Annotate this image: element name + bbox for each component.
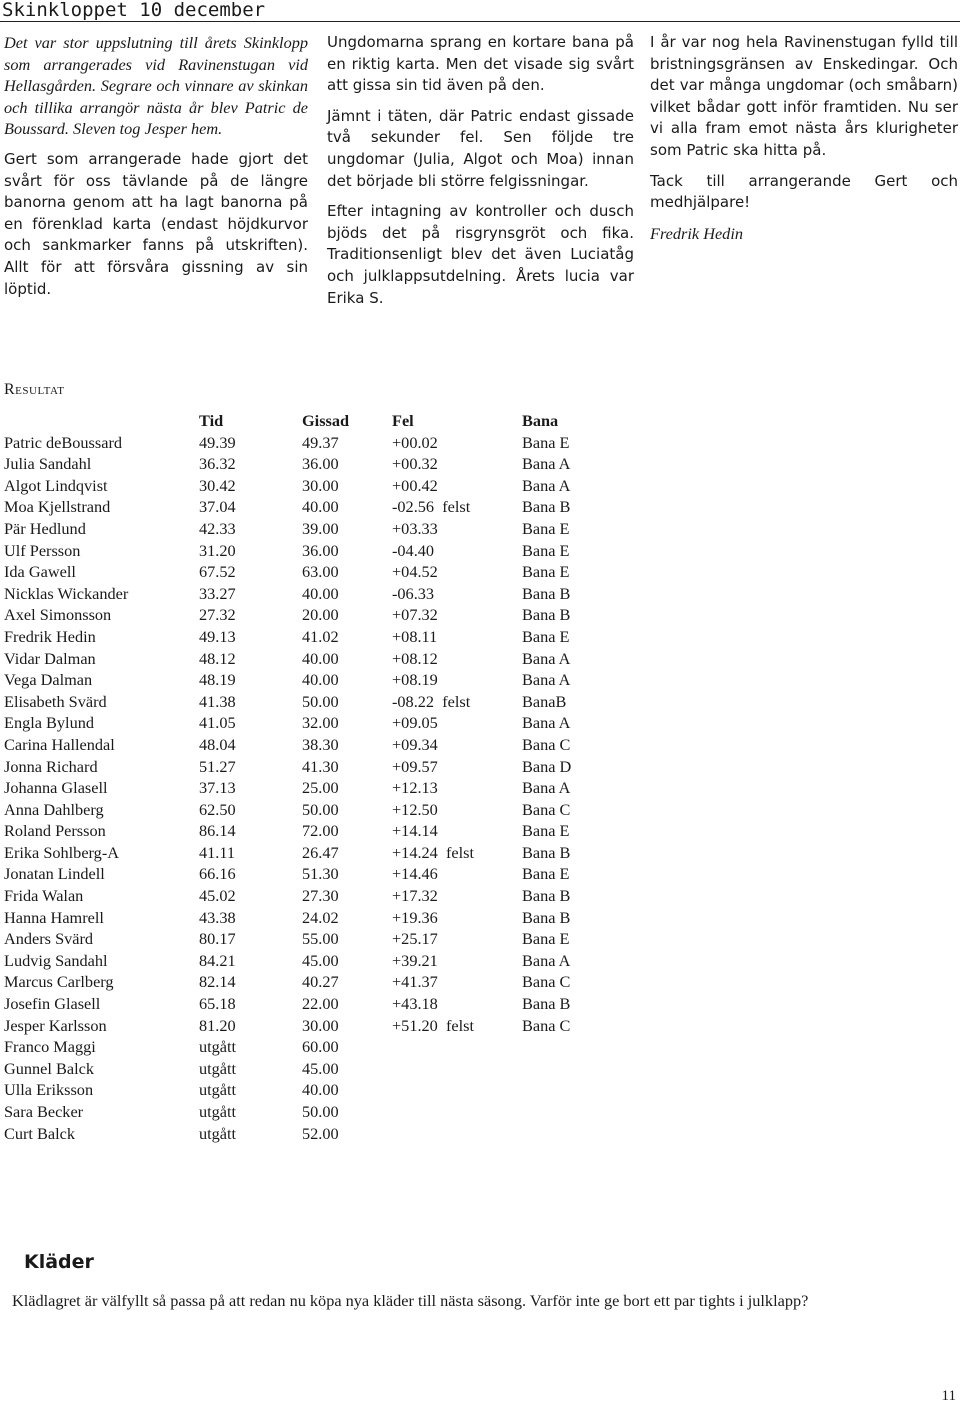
- cell-bana: Bana E: [522, 562, 570, 582]
- cell-tid: 84.21: [199, 950, 236, 970]
- cell-gissad: 40.00: [302, 497, 339, 517]
- cell-gissad: 50.00: [302, 799, 339, 819]
- cell-tid: 37.04: [199, 497, 236, 517]
- cell-fel: +08.11: [392, 626, 438, 646]
- results-heading: Resultat: [4, 381, 65, 398]
- cell-bana: Bana D: [522, 756, 572, 776]
- header-tid: Tid: [199, 411, 224, 430]
- cell-gissad: 50.00: [302, 691, 339, 711]
- cell-name: Gunnel Balck: [4, 1058, 94, 1078]
- article-column-1: [4, 32, 308, 309]
- cell-gissad: 30.00: [302, 1015, 339, 1035]
- cell-tid: 66.16: [199, 864, 236, 884]
- cell-gissad: 45.00: [302, 1058, 339, 1078]
- cell-bana: Bana E: [522, 821, 570, 841]
- cell-name: Josefin Glasell: [4, 994, 101, 1014]
- cell-name: Engla Bylund: [4, 713, 94, 733]
- cell-bana: [522, 1079, 612, 1101]
- cell-tid: 33.27: [199, 583, 236, 603]
- cell-tid: 45.02: [199, 886, 236, 906]
- cell-fel: [392, 1101, 522, 1123]
- cell-tid: utgått: [199, 1123, 237, 1143]
- cell-tid: 82.14: [199, 972, 236, 992]
- cell-name: Carina Hallendal: [4, 734, 115, 754]
- table-row: [4, 583, 612, 605]
- table-row: [4, 712, 612, 734]
- table-row: [4, 561, 612, 583]
- cell-name: Ludvig Sandahl: [4, 950, 108, 970]
- cell-name: Frida Walan: [4, 886, 84, 906]
- table-row: [4, 1123, 612, 1145]
- cell-name: Hanna Hamrell: [4, 907, 104, 927]
- header-fel: Fel: [392, 411, 414, 430]
- cell-gissad: 40.27: [302, 972, 339, 992]
- table-row: [4, 1036, 612, 1058]
- cell-fel: +12.13: [392, 778, 438, 798]
- cell-fel: +41.37: [392, 972, 438, 992]
- cell-tid: utgått: [199, 1058, 237, 1078]
- cell-fel: +03.33: [392, 518, 438, 538]
- cell-bana: Bana E: [522, 929, 570, 949]
- cell-name: Algot Lindqvist: [4, 475, 108, 495]
- table-row: [4, 669, 612, 691]
- cell-gissad: 24.02: [302, 907, 339, 927]
- paragraph: Jämnt i täten, där Patric endast gissade två sekunder fel. Sen följde tre ungdomar (Julia, Algot och Moa) innan det började bli större felgissningar.: [327, 106, 634, 190]
- cell-bana: Bana A: [522, 713, 571, 733]
- cell-bana: Bana E: [522, 432, 570, 452]
- cell-name: Nicklas Wickander: [4, 583, 129, 603]
- cell-bana: Bana E: [522, 540, 570, 560]
- cell-fel: +14.24 felst: [392, 842, 474, 862]
- cell-bana: [522, 1036, 612, 1058]
- cell-fel: +51.20 felst: [392, 1015, 474, 1035]
- cell-fel: [392, 1079, 522, 1101]
- cell-bana: BanaB: [522, 691, 567, 711]
- klader-text: Klädlagret är välfyllt så passa på att redan nu köpa nya kläder till nästa säsong. Varför inte ge bort ett par tights i julklapp?: [12, 1291, 809, 1310]
- cell-fel: +00.02: [392, 432, 438, 452]
- cell-tid: 62.50: [199, 799, 236, 819]
- cell-fel: +25.17: [392, 929, 438, 949]
- page-number: 11: [941, 1388, 956, 1404]
- intro-paragraph: Det var stor uppslutning till årets Skinklopp som arrangerades vid Ravinenstugan vid Hellasgården. Segrare och vinnare av skinkan och tillika arrangör nästa år blev Patric de Boussard. Sleven tog Jesper hem.: [4, 33, 308, 139]
- cell-gissad: 39.00: [302, 518, 339, 538]
- cell-fel: +00.42: [392, 475, 438, 495]
- cell-name: Vidar Dalman: [4, 648, 96, 668]
- cell-bana: Bana A: [522, 670, 571, 690]
- cell-fel: +19.36: [392, 907, 438, 927]
- page-title: Skinkloppet 10 december: [0, 0, 960, 22]
- cell-fel: [392, 1036, 522, 1058]
- cell-bana: Bana A: [522, 950, 571, 970]
- cell-tid: 27.32: [199, 605, 236, 625]
- cell-gissad: 72.00: [302, 821, 339, 841]
- cell-bana: Bana A: [522, 475, 571, 495]
- cell-gissad: 55.00: [302, 929, 339, 949]
- cell-gissad: 40.00: [302, 670, 339, 690]
- cell-gissad: 20.00: [302, 605, 339, 625]
- cell-bana: Bana E: [522, 518, 570, 538]
- cell-bana: Bana A: [522, 778, 571, 798]
- paragraph: Efter intagning av kontroller och dusch bjöds det på risgrynsgröt och fika. Traditionsenligt blev det även Luciatåg och julklappsutdelning. Årets lucia var Erika S.: [327, 202, 634, 307]
- cell-gissad: 60.00: [302, 1037, 339, 1057]
- table-row: [4, 648, 612, 670]
- cell-name: Anders Svärd: [4, 929, 94, 949]
- cell-name: Johanna Glasell: [4, 778, 108, 798]
- cell-fel: +07.32: [392, 605, 438, 625]
- cell-bana: Bana E: [522, 626, 570, 646]
- cell-name: Ida Gawell: [4, 562, 76, 582]
- cell-name: Elisabeth Svärd: [4, 691, 107, 711]
- author-signature: Fredrik Hedin: [650, 223, 743, 243]
- cell-bana: Bana B: [522, 583, 571, 603]
- table-row: [4, 453, 612, 475]
- cell-tid: 48.12: [199, 648, 236, 668]
- cell-tid: 80.17: [199, 929, 236, 949]
- table-row: [4, 928, 612, 950]
- cell-gissad: 51.30: [302, 864, 339, 884]
- cell-tid: utgått: [199, 1102, 237, 1121]
- cell-gissad: 30.00: [302, 475, 339, 495]
- cell-fel: -06.33: [392, 583, 435, 603]
- table-row: [4, 820, 612, 842]
- cell-gissad: 49.37: [302, 432, 339, 452]
- table-row: [4, 734, 612, 756]
- cell-tid: 30.42: [199, 475, 236, 495]
- cell-tid: 41.38: [199, 691, 236, 711]
- cell-fel: +14.14: [392, 821, 438, 841]
- cell-name: Pär Hedlund: [4, 518, 86, 538]
- table-row: [4, 777, 612, 799]
- cell-gissad: 40.00: [302, 648, 339, 668]
- cell-bana: Bana C: [522, 972, 571, 992]
- cell-gissad: 40.00: [302, 583, 339, 603]
- cell-fel: +08.19: [392, 670, 438, 690]
- cell-fel: [392, 1058, 522, 1080]
- cell-bana: Bana B: [522, 994, 571, 1014]
- table-row: [4, 691, 612, 713]
- cell-bana: [522, 1101, 612, 1123]
- cell-name: Curt Balck: [4, 1123, 75, 1143]
- cell-fel: +09.57: [392, 756, 438, 776]
- table-row: [4, 885, 612, 907]
- cell-gissad: 38.30: [302, 734, 339, 754]
- cell-tid: 86.14: [199, 821, 236, 841]
- cell-name: Erika Sohlberg-A: [4, 842, 120, 862]
- cell-tid: 42.33: [199, 518, 236, 538]
- cell-name: Jonna Richard: [4, 756, 98, 776]
- cell-gissad: 27.30: [302, 886, 339, 906]
- table-row: [4, 475, 612, 497]
- cell-gissad: 26.47: [302, 842, 339, 862]
- cell-name: Franco Maggi: [4, 1037, 96, 1057]
- cell-bana: Bana B: [522, 886, 571, 906]
- cell-tid: 41.05: [199, 713, 236, 733]
- cell-fel: +12.50: [392, 799, 438, 819]
- table-row: [4, 950, 612, 972]
- cell-fel: +09.34: [392, 734, 438, 754]
- cell-bana: Bana C: [522, 1015, 571, 1035]
- cell-tid: 48.04: [199, 734, 236, 754]
- table-row: [4, 842, 612, 864]
- paragraph: I år var nog hela Ravinenstugan fylld till bristningsgränsen av Enskedingar. Och det var många ungdomar (och småbarn) vilket bådar gott inför framtiden. Nu ser vi alla fram emot nästa års klurigheter som Patric ska hitta på.: [650, 33, 958, 159]
- cell-name: Jesper Karlsson: [4, 1015, 107, 1035]
- cell-bana: Bana C: [522, 799, 571, 819]
- table-row: [4, 1015, 612, 1037]
- cell-name: Patric deBoussard: [4, 432, 123, 452]
- cell-bana: Bana B: [522, 907, 571, 927]
- cell-tid: 37.13: [199, 778, 236, 798]
- cell-name: Roland Persson: [4, 821, 106, 841]
- cell-fel: -04.40: [392, 540, 435, 560]
- table-row: [4, 1058, 612, 1080]
- klader-heading: Kläder: [24, 1251, 94, 1273]
- cell-name: Jonatan Lindell: [4, 864, 105, 884]
- cell-bana: Bana B: [522, 605, 571, 625]
- cell-name: Ulf Persson: [4, 540, 81, 560]
- cell-bana: [522, 1123, 612, 1145]
- cell-gissad: 40.00: [302, 1080, 339, 1100]
- table-row: [4, 799, 612, 821]
- table-row: [4, 993, 612, 1015]
- cell-name: Vega Dalman: [4, 670, 93, 690]
- table-row: [4, 604, 612, 626]
- cell-name: Marcus Carlberg: [4, 972, 114, 992]
- cell-bana: Bana B: [522, 497, 571, 517]
- table-row: [4, 496, 612, 518]
- table-row: [4, 1079, 612, 1101]
- cell-fel: +09.05: [392, 713, 438, 733]
- cell-gissad: 22.00: [302, 994, 339, 1014]
- cell-name: Anna Dahlberg: [4, 799, 104, 819]
- cell-tid: 81.20: [199, 1015, 236, 1035]
- cell-gissad: 25.00: [302, 778, 339, 798]
- table-row: [4, 1101, 612, 1123]
- cell-bana: [522, 1058, 612, 1080]
- cell-fel: +00.32: [392, 454, 438, 474]
- cell-tid: 51.27: [199, 756, 236, 776]
- header-bana: Bana: [522, 411, 559, 430]
- cell-gissad: 63.00: [302, 562, 339, 582]
- table-row: [4, 518, 612, 540]
- article-column-3: [650, 32, 958, 253]
- paragraph: Ungdomarna sprang en kortare bana på en riktig karta. Men det visade sig svårt att gissa sin tid även på den.: [327, 33, 634, 95]
- header-gissad: Gissad: [302, 411, 350, 430]
- cell-fel: -08.22 felst: [392, 691, 471, 711]
- cell-fel: -02.56 felst: [392, 497, 471, 517]
- results-table: [4, 410, 612, 1144]
- cell-name: Moa Kjellstrand: [4, 497, 111, 517]
- cell-gissad: 52.00: [302, 1123, 339, 1143]
- cell-gissad: 32.00: [302, 713, 339, 733]
- results-header-row: [4, 410, 612, 432]
- results-body: [4, 432, 612, 1145]
- cell-gissad: 41.30: [302, 756, 339, 776]
- cell-name: Ulla Eriksson: [4, 1080, 94, 1100]
- cell-name: Axel Simonsson: [4, 605, 112, 625]
- cell-tid: 49.13: [199, 626, 236, 646]
- cell-bana: Bana B: [522, 842, 571, 862]
- cell-tid: 36.32: [199, 454, 236, 474]
- cell-fel: +17.32: [392, 886, 438, 906]
- table-row: [4, 540, 612, 562]
- table-row: [4, 432, 612, 454]
- cell-tid: utgått: [199, 1080, 237, 1100]
- cell-gissad: 41.02: [302, 626, 339, 646]
- cell-fel: +39.21: [392, 950, 438, 970]
- table-row: [4, 863, 612, 885]
- cell-fel: +43.18: [392, 994, 438, 1014]
- cell-tid: 41.11: [199, 842, 236, 862]
- cell-bana: Bana E: [522, 864, 570, 884]
- paragraph: Gert som arrangerade hade gjort det svårt för oss tävlande på de längre banorna genom att ha lagt banorna på en förenklad karta (endast höjdkurvor och sankmarker fanns på utskriften). Allt för att försvåra gissning av sin löptid.: [4, 149, 308, 298]
- cell-tid: 65.18: [199, 994, 236, 1014]
- table-row: [4, 971, 612, 993]
- table-row: [4, 626, 612, 648]
- cell-name: Sara Becker: [4, 1102, 84, 1121]
- table-row: [4, 907, 612, 929]
- article-column-2: [327, 32, 634, 318]
- cell-tid: utgått: [199, 1037, 237, 1057]
- cell-tid: 49.39: [199, 432, 236, 452]
- paragraph: Tack till arrangerande Gert och medhjälpare!: [650, 171, 958, 212]
- cell-tid: 43.38: [199, 907, 236, 927]
- table-row: [4, 756, 612, 778]
- cell-tid: 67.52: [199, 562, 236, 582]
- cell-name: Julia Sandahl: [4, 454, 92, 474]
- cell-bana: Bana C: [522, 734, 571, 754]
- header-name: [4, 410, 199, 432]
- cell-name: Fredrik Hedin: [4, 626, 96, 646]
- cell-tid: 31.20: [199, 540, 236, 560]
- cell-bana: Bana A: [522, 648, 571, 668]
- cell-gissad: 50.00: [302, 1102, 339, 1121]
- cell-fel: +08.12: [392, 648, 438, 668]
- cell-fel: +14.46: [392, 864, 438, 884]
- cell-bana: Bana A: [522, 454, 571, 474]
- cell-gissad: 36.00: [302, 454, 339, 474]
- cell-fel: +04.52: [392, 562, 438, 582]
- cell-fel: [392, 1123, 522, 1145]
- cell-gissad: 36.00: [302, 540, 339, 560]
- cell-tid: 48.19: [199, 670, 236, 690]
- cell-gissad: 45.00: [302, 950, 339, 970]
